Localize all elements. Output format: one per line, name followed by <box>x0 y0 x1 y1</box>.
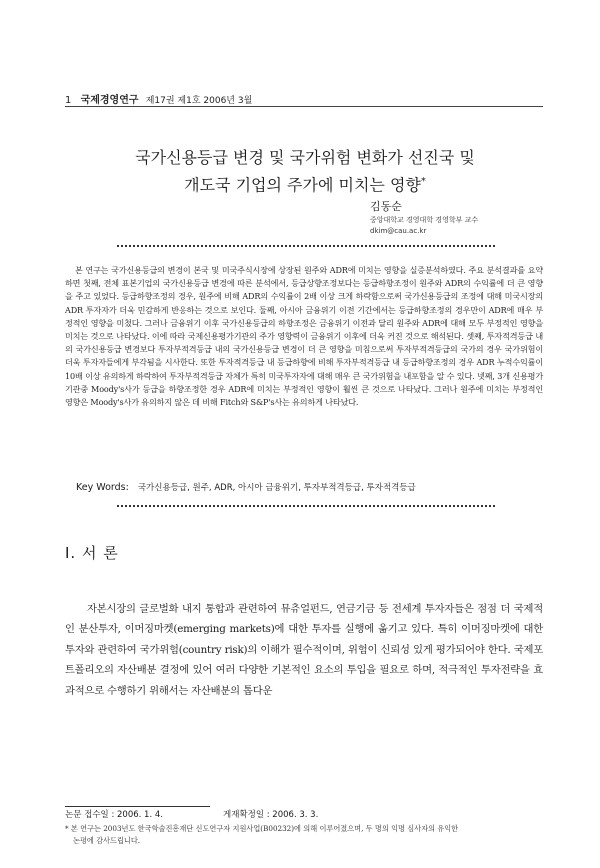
section-heading: Ⅰ. 서 론 <box>65 544 119 562</box>
header-rule <box>65 106 543 107</box>
accepted-date: 게재확정일 : 2006. 3. 3. <box>222 810 319 820</box>
body-paragraph: 자본시장의 글로벌화 내지 통합과 관련하여 뮤츄얼펀드, 연금기금 등 전세계 투자자들은 점점 더 국제적인 분산투자, 이머징마켓(emerging markets)에 대한 투자를 실행에 옮기고 있다. 특히 이머징마켓에 대한 투자와 관련하여 국가위험(country risk)의 이해가 필수적이며, 위험이 신뢰성 있게 평가되어야 한다. 국제포트폴리오의 자산배분 결정에 있어 여러 다양한 기본적인 요소의 투입을 필요로 하며, 적극적인 투자전략을 효과적으로 수행하기 위해서는 자산배분의 톱다운 <box>65 603 543 697</box>
paper-title <box>60 146 550 197</box>
journal-issue: 제17권 제1호 2006년 3월 <box>145 96 253 106</box>
footnote-dates <box>65 808 318 820</box>
keywords-text: 국가신용등급, 원주, ADR, 아시아 금융위기, 투자부적격등급, 투자적격등급 <box>137 483 416 493</box>
received-date: 논문 접수일 : 2006. 1. 4. <box>65 810 163 820</box>
footnote-acknowledgement <box>65 823 543 847</box>
footnote-line-2: 논평에 감사드립니다. <box>73 836 141 845</box>
body-text <box>65 599 543 701</box>
running-header <box>65 91 252 106</box>
abstract <box>65 264 543 409</box>
author-name: 김동순 <box>370 200 402 213</box>
journal-name: 국제경영연구 <box>80 95 139 106</box>
footnote-rule <box>65 806 210 807</box>
author-email: dkim@cau.ac.kr <box>370 227 427 235</box>
abstract-text: 본 연구는 국가신용등급의 변경이 본국 및 미국주식시장에 상장된 원주와 ADR에 미치는 영향을 실증분석하였다. 주요 분석결과를 요약하면 첫째, 전체 표본기업의 국가신용등급 변경에 따른 분석에서, 등급상향조정보다는 등급하향조정이 원주와 ADR의 수익률에 더 큰 영향을 주고 있었다. 등급하향조정의 경우, 원주에 비해 ADR의 수익률이 2배 이상 크게 하락함으로써 국가신용등급의 조정에 대해 미국시장의 ADR 투자자가 더욱 민감하게 반응하는 것으로 보인다. 둘째, 아시아 금융위기 이전 기간에서는 등급하향조정의 경우만이 ADR에 매우 부정적인 영향을 미쳤다. 그러나 금융위기 이후 국가신용등급의 하향조정은 금융위기 이전과 달리 원주와 ADR에 대해 모두 부정적인 영향을 미치는 것으로 나타났다. 이에 따라 국제신용평가기관의 주가 영향력이 금융위기 이후에 더욱 커진 것으로 해석된다. 셋째, 투자적격등급 내의 국가신용등급 변경보다 투자부적격등급 내의 국가신용등급 변경이 더 큰 영향을 미침으로써 투자부적격등급의 국가의 경우 국가위험이 더욱 투자자들에게 부각됨을 시사한다. 또한 투자적격등급 내 등급하향에 비해 투자부적격등급 내 등급하향조정의 경우 ADR 누적수익률이 10배 이상 유의하게 하락하여 투자부적격등급 자체가 특히 미국투자자에 대해 매우 큰 국가위험을 내포함을 알 수 있다. 넷째, 3개 신용평가기관중 Moody's사가 등급을 하향조정한 경우 ADR에 미치는 부정적인 영향이 훨씬 큰 것으로 나타났다. 그러나 원주에 미치는 부정적인 영향은 Moody's사가 유의하지 않은 데 비해 Fitch와 S&P's사는 유의하게 나타났다. <box>65 265 543 408</box>
author-affiliation: 중앙대학교 경영대학 경영학부 교수 <box>370 216 479 224</box>
abstract-top-rule <box>117 245 495 247</box>
footnote-line-1: * 본 연구는 2003년도 한국학술진흥재단 신도연구자 지원사업(B00232)에 의해 이루어졌으며, 두 명의 익명 심사자의 유익한 <box>65 824 459 833</box>
page-number: 1 <box>65 95 72 106</box>
title-footnote-mark: * <box>420 176 426 187</box>
keywords <box>76 481 416 493</box>
abstract-bottom-rule <box>117 505 495 507</box>
title-line-1: 국가신용등급 변경 및 국가위험 변화가 선진국 및 <box>135 148 475 167</box>
author-block <box>370 200 550 237</box>
title-line-2: 개도국 기업의 주가에 미치는 영향* <box>184 175 426 195</box>
keywords-label: Key Words: <box>76 482 129 493</box>
